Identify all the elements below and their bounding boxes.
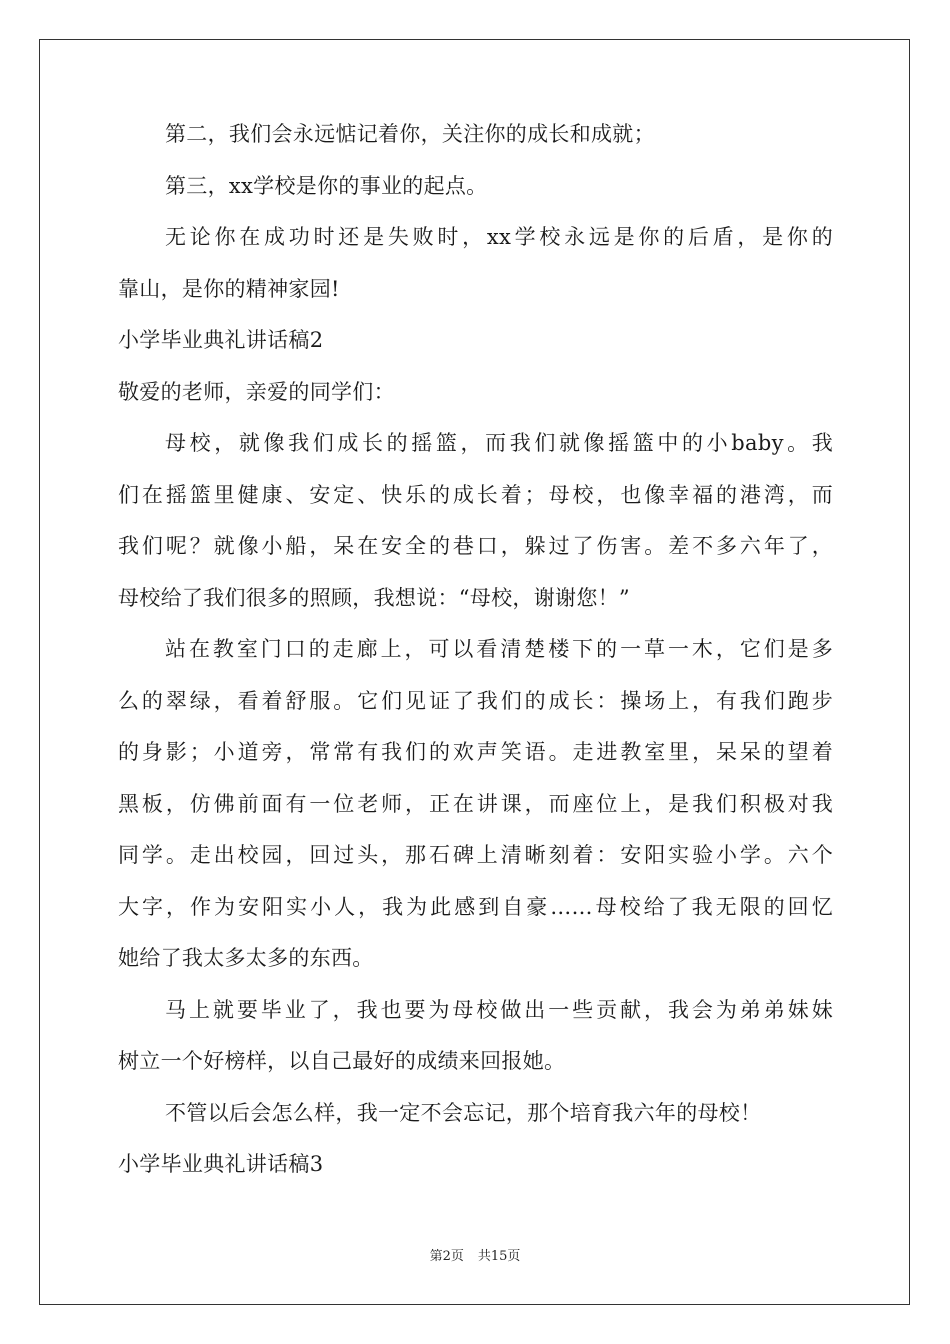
section-heading: 小学毕业典礼讲话稿2	[118, 328, 324, 352]
paragraph-line: 们在摇篮里健康、安定、快乐的成长着；母校，也像幸福的港湾，而	[118, 482, 833, 507]
document-body	[118, 122, 833, 1204]
paragraph-line: 第三，xx学校是你的事业的起点。	[165, 173, 488, 198]
paragraph-line: 同学。走出校园，回过头，那石碑上清晰刻着：安阳实验小学。六个	[118, 843, 833, 867]
page-number: 第2页	[429, 1249, 464, 1264]
paragraph-line: 站在教室门口的走廊上，可以看清楚楼下的一草一木，它们是多	[165, 637, 833, 661]
paragraph-line: 她给了我太多太多的东西。	[118, 946, 374, 970]
paragraph-line: 第二，我们会永远惦记着你，关注你的成长和成就；	[165, 122, 655, 146]
paragraph-line: 大字，作为安阳实小人，我为此感到自豪……母校给了我无限的回忆	[118, 894, 833, 919]
paragraph-line: 不管以后会怎么样，我一定不会忘记，那个培育我六年的母校！	[165, 1100, 762, 1125]
paragraph-line: 母校给了我们很多的照顾，我想说：“母校，谢谢您！”	[118, 585, 630, 610]
paragraph-line: 无论你在成功时还是失败时，xx学校永远是你的后盾，是你的	[165, 225, 833, 249]
paragraph-line: 的身影；小道旁，常常有我们的欢声笑语。走进教室里，呆呆的望着	[118, 740, 833, 764]
section-heading: 小学毕业典礼讲话稿3	[118, 1152, 324, 1176]
salutation-line: 敬爱的老师，亲爱的同学们：	[118, 379, 395, 404]
paragraph-line: 我们呢？就像小船，呆在安全的巷口，躲过了伤害。差不多六年了，	[118, 534, 833, 558]
page-total: 共15页	[477, 1249, 521, 1264]
paragraph-line: 马上就要毕业了，我也要为母校做出一些贡献，我会为弟弟妹妹	[165, 997, 833, 1022]
paragraph-line: 黑板，仿佛前面有一位老师，正在讲课，而座位上，是我们积极对我	[118, 791, 833, 816]
page-footer	[0, 1249, 950, 1265]
paragraph-line: 树立一个好榜样，以自己最好的成绩来回报她。	[118, 1049, 566, 1073]
paragraph-line: 靠山，是你的精神家园!	[118, 276, 340, 301]
paragraph-line: 么的翠绿，看着舒服。它们见证了我们的成长：操场上，有我们跑步	[118, 688, 833, 713]
paragraph-line: 母校，就像我们成长的摇篮，而我们就像摇篮中的小baby。我	[165, 431, 833, 455]
